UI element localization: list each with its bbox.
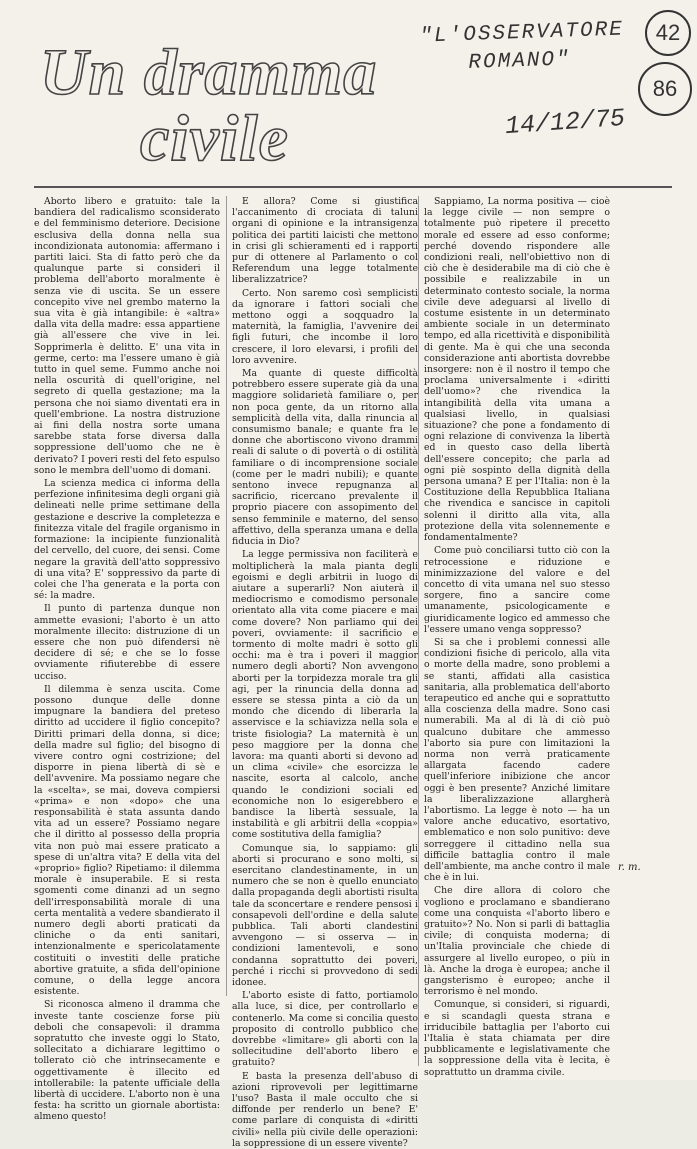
column-divider: [418, 196, 419, 1066]
paragraph: Si riconosca almeno il dramma che investe tante coscienze forse più deboli che consapevoli: il dramma sopratutto che investe oggi lo Stato, sollecitato a dichiarare legittimo o tollerato ciò che intrinsecamente e oggettivamente è illecito ed intollerabile: la patente ufficiale della libertà di uccidere. L'aborto non è una festa: ha scritto un giornale abortista: almeno questo!: [34, 999, 220, 1123]
headline-rule: [34, 186, 672, 188]
handwritten-date: 14/12/75: [504, 103, 626, 142]
paragraph: La legge permissiva non faciliterà e moltiplicherà la mala pianta degli egoismi e degli arbitrii in luogo di aiutare a superarli? Non aiuterà il mediocrismo e comodismo personale orientato alla vita come piacere e mai come dovere? Non parliamo qui dei poveri, ovviamente: il sacrificio e tormento di molte madri è sotto gli occhi: ma è tra i poveri il maggior numero degli aborti? Non avvengono aborti per la torpidezza morale tra gli agi, per la rinuncia della donna ad essere se stessa pinta a ciò da un mondo che dicendo di liberarla la asservisce e la schiavizza nella sola e triste fisiologia? La maternità è un peso maggiore per la donna che lavora: ma quanti aborti si devono ad un clima «civile» che esorcizza le nascite, esorta al calcolo, anche quando le condizioni sociali ed economiche non lo esigerebbero e bandisce la libertà sessuale, la instabilità e gli arbitrii della «coppia» come sostitutiva della famiglia?: [232, 549, 418, 841]
paragraph: Si sa che i problemi connessi alle condizioni fisiche di pericolo, alla vita o morte della madre, sono problemi a se stanti, affidati alla casistica sanitaria, alla problematica dell'aborto terapeutico ed anche qui e soprattutto alla coscienza della madre. Sono casi numerabili. Ma al di là di ciò può qualcuno dubitare che ammesso l'aborto sia pure con limitazioni la norma non verrà praticamente allargata facendo cadere quell'inferiore inibizione che ancor oggi è ben presente? Anziché limitare la liberalizzazione allargherà l'abortismo. La legge è noto — ha un valore anche educativo, esortativo, emblematico e non solo punitivo: deve sorreggere il cittadino nella sua difficile battaglia contro il male dell'ambiente, ma anche contro il male che è in lui.: [424, 636, 610, 884]
handwritten-publication-note: [419, 16, 625, 79]
publication-name-line-2: ROMANO": [468, 48, 572, 75]
paragraph: L'aborto esiste di fatto, portiamolo alla luce, si dice, per controllarlo e contenerlo. Ma come si concilia questo proposito di controllo pubblico che dovrebbe «limitare» gli aborti con la sollecitudine dell'aborto libero e gratuito?: [232, 990, 418, 1069]
headline-line-2: civile: [140, 102, 289, 175]
article-headline: [40, 36, 420, 175]
paragraph: Sappiamo, La norma positiva — cioè la legge civile — non sempre o totalmente può ripetere il precetto morale ed essere ad esso conforme; perché dovendo rispondere alle condizioni reali, nell'obiettivo non di ciò che è desiderabile ma di ciò che è possibile e realizzabile in un determinato contesto sociale, la norma civile deve adeguarsi al livello di costume esistente in un determinato ambiente sociale in un determinato tempo, ed alla ricettività e disponibilità di gente. Ma è qui che una seconda considerazione anti abortista dovrebbe insorgere: non è il nostro il tempo che proclama universalmente i «diritti dell'uomo»? che rivendica la intangibilità della vita umana a qualsiasi livello, in qualsiasi situazione? che pone a fondamento di ogni relazione di convivenza la libertà ed in questo caso della libertà dell'essere concepito; che parla ad ogni piè sospinto della dignità della persona umana? E per l'Italia: non è la Costituzione della Repubblica Italiana che rivendica e sancisce in capitoli solenni il diritto alla vita, alla protezione della vita solennemente e fondamentalmente?: [424, 196, 610, 544]
paragraph: Certo. Non saremo così semplicisti da ignorare i fattori sociali che mettono oggi a soqquadro la maternità, la famiglia, l'avvenire dei figli futuri, che incombe il loro crescere, il loro elevarsi, i profili del loro avvenire.: [232, 287, 418, 366]
paragraph: La scienza medica ci informa della perfezione infinitesima degli organi già delineati nelle prime settimane della gestazione e descrive la completezza e finitezza vitale del fragile organismo in formazione: la incipiente funzionalità del cervello, del cuore, dei sensi. Come negare la gravità dell'atto soppressivo di una vita? E' soppressivo da parte di colei che l'ha generata e la porta con sé: la madre.: [34, 478, 220, 602]
paragraph: Come può conciliarsi tutto ciò con la retrocessione e riduzione e minimizzazione del valore e del concetto di vita umana nel suo stesso sorgere, fino a sancire come umanamente, psicologicamente e giuridicamente logico ed ammesso che l'essere umano venga soppresso?: [424, 545, 610, 635]
circled-page-number-1: 42: [645, 10, 691, 56]
paragraph: Il punto di partenza dunque non ammette evasioni; l'aborto è un atto moralmente illecito: distruzione di un essere che non può difendersi nè decidere di sé; e che se lo fosse ovviamente rifiuterebbe di essere ucciso.: [34, 603, 220, 682]
paragraph: Comunque sia, lo sappiamo: gli aborti si procurano e sono molti, si esercitano clandestinamente, in un numero che se non è quello enunciato dalla propaganda degli abortisti risulta tale da sconcertare e rendere pensosi i consapevoli dell'ordine e della salute pubblica. Tali aborti clandestini avvengono — si osserva — in condizioni lamentevoli, e sono condanna soprattutto dei poveri, perché i ricchi si provvedono di sedi idonee.: [232, 842, 418, 989]
author-signature: r. m.: [618, 862, 641, 873]
circled-page-number-2: 86: [638, 62, 692, 116]
column-divider: [226, 196, 227, 996]
article-column-2: [232, 196, 418, 1149]
paragraph: Che dire allora di coloro che vogliono e proclamano e sbandierano come una conquista «l'aborto libero e gratuito»? No. Non si parli di battaglia civile; di conquista moderna; di un'Italia provinciale che chiede di assurgere al livello europeo, o più in là. Anche la droga è europea; anche il gangsterismo è europeo; anche il terrorismo è nel mondo.: [424, 885, 610, 998]
paragraph: Comunque, si consideri, si riguardi, e si scandagli questa strana e irriducibile battaglia per l'aborto cui l'Italia è stata chiamata per dire pubblicamente e legislativamente che la soppressione della vita è lecita, è soprattutto un dramma civile.: [424, 999, 610, 1078]
paragraph: Aborto libero e gratuito: tale la bandiera del radicalismo sconsiderato e del femminismo deteriore. Decisione esclusiva della donna nella sua incondizionata autonomia: affermano i partiti laici. Sta di fatto però che da qualunque parte si consideri il problema dell'aborto moralmente è senza vie di uscita. Se un essere concepito vive nel grembo materno la sua vita è già intangibile: è «altra» dalla vita della madre: essa appartiene già all'essere che vive in lei. Sopprimerla è delitto. E' una vita in germe, certo: ma l'essere umano è già tutto in quel seme. Fummo anche noi nella oscurità di quell'origine, nel segreto di quella gestazione; ma la persona che noi siamo diventati era in quell'embrione. La nostra distruzione ai fini della nostra sorte umana sarebbe stata forse diversa dalla soppressione dell'uomo che ne è derivato? I poveri resti del feto espulso sono le membra dell'uomo di domani.: [34, 196, 220, 476]
paragraph: E basta la presenza dell'abuso di azioni riprovevoli per legittimarne l'uso? Basta il male occulto che si diffonde per renderlo un bene? E' come parlare di conquista di «diritti civili» nella più civile delle operazioni: la soppressione di un essere vivente?: [232, 1070, 418, 1149]
article-column-3: [424, 196, 610, 1078]
article-column-1: [34, 196, 220, 1123]
paragraph: Ma quante di queste difficoltà potrebbero essere superate già da una maggiore solidarietà familiare o, per non poca gente, da un ritorno alla semplicità della vita, dalla rinuncia al consumismo banale; e quante fra le donne che abortiscono vivono drammi reali di salute o di povertà o di ostilità familiare o di incomprensione sociale (come per le madri nubili); e quante sentono invece repugnanza al sacrificio, ricercano prevalente il proprio piacere con assopimento del senso femminile e materno, del senso affettivo, della speranza umana e della fiducia in Dio?: [232, 368, 418, 548]
paragraph: Il dilemma è senza uscita. Come possono dunque delle donne impugnare la bandiera del preteso diritto ad uccidere il figlio concepito? Diritti primari della donna, si dice; della madre sul figlio; del bisogno di vivere contro ogni costrizione; del disporre in piena libertà di sè e dell'avvenire. Ma possiamo negare che la «scelta», se mai, doveva compiersi «prima» e non «dopo» che una responsabilità è stata assunta dando vita ad un essere? Possiamo negare che il diritto al possesso della propria vita non può mai essere praticato a spese di un'altra vita? E della vita del «proprio» figlio? Ripetiamo: il dilemma morale è insuperabile. E si resta sgomenti come dinanzi ad un segno dell'irresponsabilità morale di una certa mentalità a vedere sbandierato il numero degli aborti praticati da cliniche o da enti sanitari, intenzionalmente e spericolatamente costituiti o investiti delle pratiche abortive gratuite, a sfida dell'opinione comune, o della legge ancora esistente.: [34, 683, 220, 998]
publication-name-line-1: "L'OSSERVATORE: [419, 18, 625, 49]
paragraph: E allora? Come si giustifica l'accanimento di crociata di taluni organi di opinione e la intransigenza politica dei partiti laicisti che mettono in crisi gli schieramenti ed i rapporti pur di ottenere al Parlamento o col Referendum una legge totalmente liberalizzatrice?: [232, 196, 418, 286]
headline-line-1: Un dramma: [40, 36, 378, 109]
